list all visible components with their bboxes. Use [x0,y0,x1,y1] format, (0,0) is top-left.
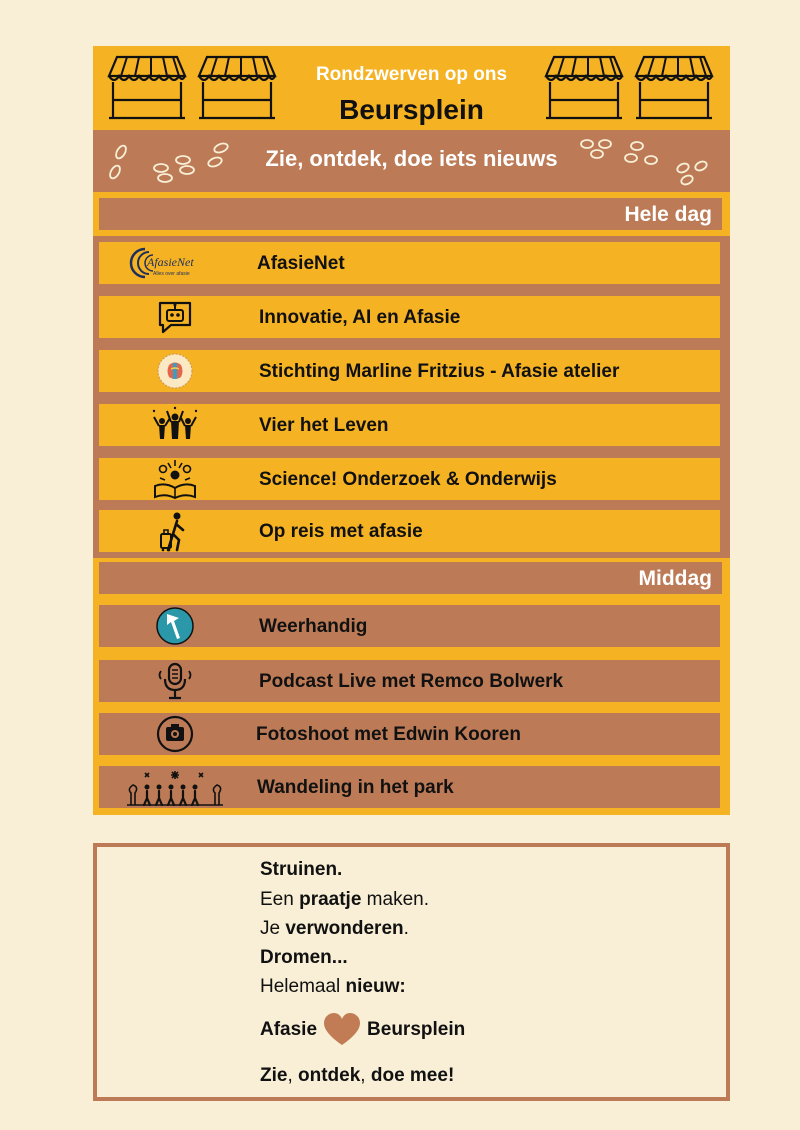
tagline-text: Zie, ontdek, doe iets nieuws [265,146,558,171]
afasienet-logo-icon [125,242,225,284]
program-item [99,350,720,392]
motto-line: Zie, ontdek, doe mee! [260,1065,455,1086]
program-item-label: Innovatie, AI en Afasie [259,307,461,328]
celebrating-people-icon [125,404,225,446]
open-book-ideas-icon [125,458,225,500]
motto-box [93,843,730,1101]
program-item [99,404,720,446]
heart-icon [323,1013,361,1047]
microphone-icon [125,660,225,702]
program-item [99,713,720,755]
program-item [99,605,720,647]
section-label: Middag [638,567,712,590]
motto-line: Struinen. [260,859,343,880]
traveler-suitcase-icon [125,510,225,552]
program-item-label: Wandeling in het park [257,777,454,798]
program-item [99,766,720,808]
program-poster [93,46,730,815]
poster-subtitle: Rondzwerven op ons [315,64,508,85]
motto-line: Een praatje maken. [260,889,429,910]
program-item [99,242,720,284]
brain-logo-icon [125,350,225,392]
program-item-label: Science! Onderzoek & Onderwijs [259,469,557,490]
program-item [99,660,720,702]
program-item-label: Podcast Live met Remco Bolwerk [259,671,564,692]
program-item-label: Weerhandig [259,616,368,637]
section-header-middag [99,562,722,594]
program-item-label: AfasieNet [257,253,345,274]
poster-title: Beursplein [339,94,484,125]
program-item [99,296,720,338]
walking-people-icon [125,766,225,808]
afasienet-logo-text: AfasieNet [147,255,194,269]
weerhandig-logo-icon [125,605,225,647]
program-item-label: Fotoshoot met Edwin Kooren [256,724,521,745]
program-item-label: Op reis met afasie [259,521,423,542]
section-list-hele-dag [93,236,730,558]
heart-right-text: Beursplein [367,1019,466,1040]
section-label: Hele dag [624,203,712,226]
program-item-label: Vier het Leven [259,415,389,436]
footprints-icon [575,136,725,186]
tagline-band [93,130,730,192]
section-header-hele-dag [99,198,722,230]
motto-line: Je verwonderen. [260,918,409,939]
motto-line: Dromen... [260,947,348,968]
heart-line [260,1013,465,1047]
program-item [99,510,720,552]
heart-left-text: Afasie [260,1019,318,1040]
robot-chat-icon [125,296,225,338]
motto-line: Helemaal nieuw: [260,976,406,997]
afasienet-logo-subtext: Alles over afasie [153,271,190,277]
program-item [99,458,720,500]
poster-header [93,46,730,130]
section-list-middag [93,600,730,815]
program-item-label: Stichting Marline Fritzius - Afasie atelier [259,361,620,382]
camera-icon [125,713,225,755]
